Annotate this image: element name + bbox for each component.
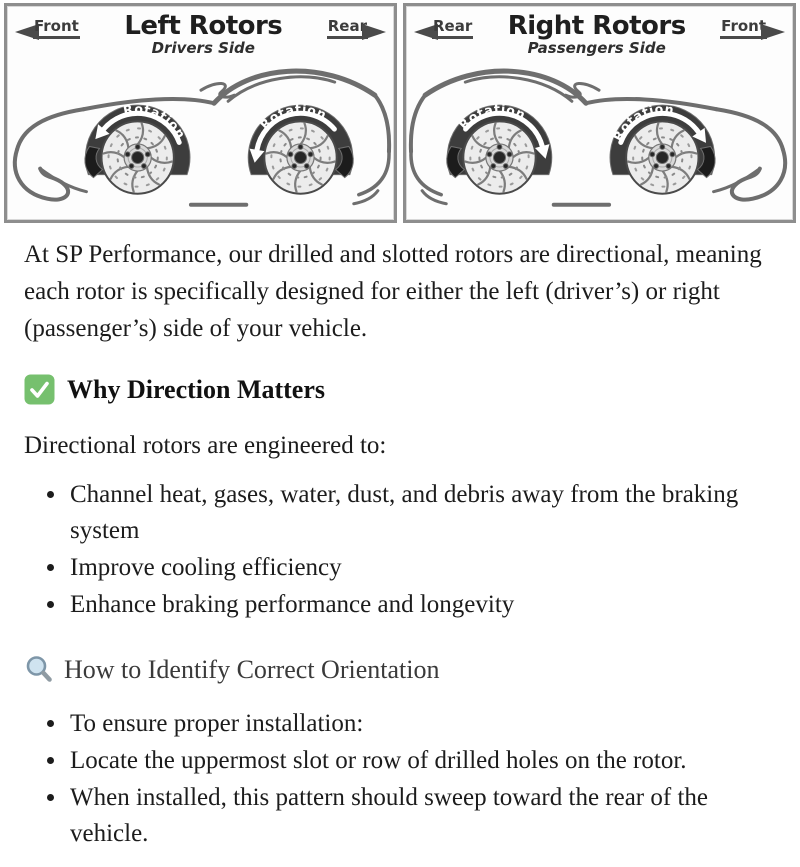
right-panel-header <box>406 6 793 57</box>
intro-paragraph: At SP Performance, our drilled and slotted rotors are directional, meaning each rotor is specifically designed for either the left (driver’s) or right (passenger’s) side of your vehicle. <box>24 240 762 342</box>
right-rotors-panel <box>403 3 796 223</box>
lead-text: Directional rotors are engineered to: <box>24 431 387 459</box>
rear-direction <box>327 16 386 40</box>
rotation-label: Rotation <box>455 101 529 133</box>
rotor-direction-diagram <box>0 0 800 223</box>
benefits-list <box>24 477 790 623</box>
arrow-right-icon <box>362 24 386 40</box>
panel-subtitle: Passengers Side <box>527 39 666 57</box>
left-rotors-panel <box>4 3 397 223</box>
rotation-label: Rotation <box>609 101 676 144</box>
section-heading-why-direction-matters <box>24 374 790 405</box>
magnifier-icon <box>24 654 54 685</box>
front-label: Front <box>33 18 80 39</box>
front-label: Front <box>720 18 767 39</box>
list-item: • Enhance braking performance and longevity <box>68 587 790 623</box>
section-heading-identify-orientation <box>24 654 790 685</box>
panel-title: Left Rotors <box>124 11 283 41</box>
rear-direction <box>414 16 473 40</box>
rear-label: Rear <box>327 18 368 39</box>
left-car-illustration <box>7 57 394 220</box>
left-panel-header <box>7 6 394 57</box>
rotation-label: Rotation <box>121 101 189 142</box>
panel-title: Right Rotors <box>507 11 686 41</box>
rear-label: Rear <box>432 18 473 39</box>
list-item: • To ensure proper installation: <box>68 706 790 742</box>
list-item: • Channel heat, gases, water, dust, and debris away from the braking system <box>68 477 790 549</box>
rotation-label: Rotation <box>256 101 330 133</box>
section-title: Why Direction Matters <box>67 374 326 404</box>
list-item: • When installed, this pattern should sweep toward the rear of the vehicle. <box>68 780 790 852</box>
front-direction <box>720 16 785 40</box>
front-direction <box>15 16 80 40</box>
list-item: • Improve cooling efficiency <box>68 550 790 586</box>
panel-subtitle: Drivers Side <box>151 39 255 57</box>
check-icon <box>24 374 55 405</box>
section-title: How to Identify Correct Orientation <box>64 654 440 684</box>
list-item: • Locate the uppermost slot or row of drilled holes on the rotor. <box>68 743 790 779</box>
installation-list <box>24 706 790 852</box>
arrow-right-icon <box>761 24 785 40</box>
right-car-illustration <box>406 57 793 220</box>
article-content <box>0 236 800 867</box>
